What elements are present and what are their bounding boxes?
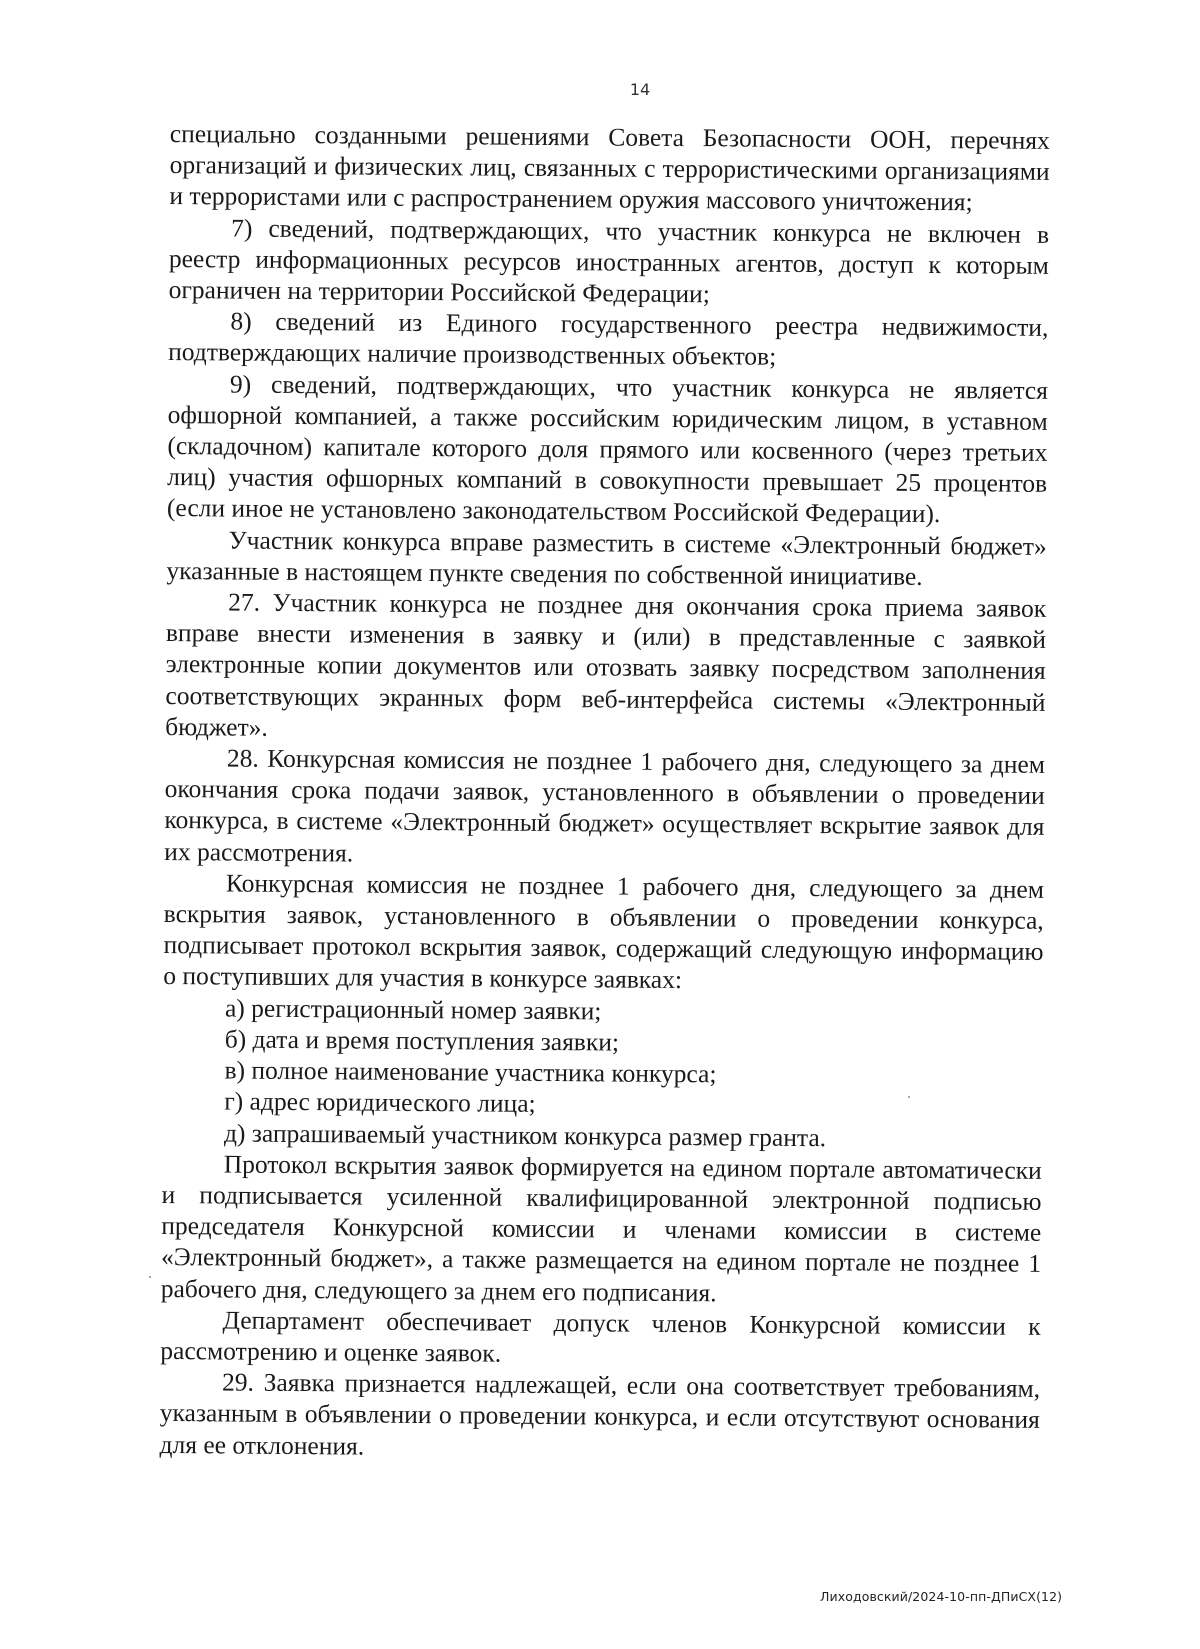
list-item-v: в) полное наименование участника конкурса; bbox=[224, 1055, 717, 1089]
document-code-footer: Лиходовский/2024-10-пп-ДПиСХ(12) bbox=[820, 1589, 1063, 1604]
paragraph-clause-29: 29. Заявка признается надлежащей, если она соответствует требованиям, указанным в объявлении о проведении конкурса, и если отсутствуют основания для ее отклонения. bbox=[159, 1367, 1041, 1461]
scan-speck bbox=[149, 1276, 151, 1278]
list-item-b: б) дата и время поступления заявки; bbox=[224, 1024, 620, 1057]
document-body bbox=[159, 118, 1050, 1467]
paragraph-participant-right: Участник конкурса вправе разместить в системе «Электронный бюджет» указанные в настоящем пункте сведения по собственной инициативе. bbox=[166, 525, 1047, 591]
paragraph-protocol-formation: Протокол вскрытия заявок формируется на едином портале автоматически и подписывается усиленной квалифицированной электронной подписью председателя Конкурсной комиссии и членами комиссии в системе «Электронный бюджет», а также размещается на едином портале не позднее 1 рабочего дня, следующего за днем его подписания. bbox=[160, 1149, 1042, 1307]
paragraph-item-9: 9) сведений, подтверждающих, что участник конкурса не является офшорной компанией, а также российским юридическим лицом, в уставном (складочном) капитале которого доля прямого или косвенного (через третьих лиц) участия офшорных компаний в совокупности превышает 25 процентов (если иное не установлено законодательством Российской Федерации). bbox=[166, 369, 1049, 529]
list-item-d: д) запрашиваемый участником конкурса размер гранта. bbox=[223, 1117, 827, 1152]
paragraph-department: Департамент обеспечивает допуск членов Конкурсной комиссии к рассмотрению и оценке заявок. bbox=[160, 1305, 1041, 1368]
page-number: 14 bbox=[629, 80, 651, 99]
paragraph-clause-27: 27. Участник конкурса не позднее дня окончания срока приема заявок вправе внести изменения в заявку и (или) в представленные с заявкой электронные копии документов или отозвать заявку посредством заполнения соответствующих экранных форм веб-интерфейса системы «Электронный бюджет». bbox=[165, 587, 1047, 742]
list-item-g: г) адрес юридического лица; bbox=[224, 1086, 536, 1119]
paragraph-item-8: 8) сведений из Единого государственного реестра недвижимости, подтверждающих наличие производственных объектов; bbox=[168, 306, 1049, 372]
paragraph-protocol-signing: Конкурсная комиссия не позднее 1 рабочего дня, следующего за днем вскрытия заявок, установленного в объявлении о проведении конкурса, подписывает протокол вскрытия заявок, содержащий следующую информацию о поступивших для участия в конкурсе заявках: bbox=[163, 868, 1045, 995]
paragraph-item-7: 7) сведений, подтверждающих, что участник конкурса не включен в реестр информационных ресурсов иностранных агентов, доступ к которым ограничен на территории Российской Федерации; bbox=[168, 213, 1050, 309]
paragraph-clause-28: 28. Конкурсная комиссия не позднее 1 рабочего дня, следующего за днем окончания срока подачи заявок, установленного в объявлении о проведении конкурса, в системе «Электронный бюджет» осуществляет вскрытие заявок для их рассмотрения. bbox=[164, 743, 1046, 868]
scan-speck bbox=[908, 1096, 910, 1098]
list-item-a: а) регистрационный номер заявки; bbox=[224, 993, 602, 1026]
paragraph-continuation: специально созданными решениями Совета Безопасности ООН, перечнях организаций и физических лиц, связанных с террористическими организациями и террористами или с распространением оружия массового уничтожения; bbox=[169, 118, 1050, 217]
